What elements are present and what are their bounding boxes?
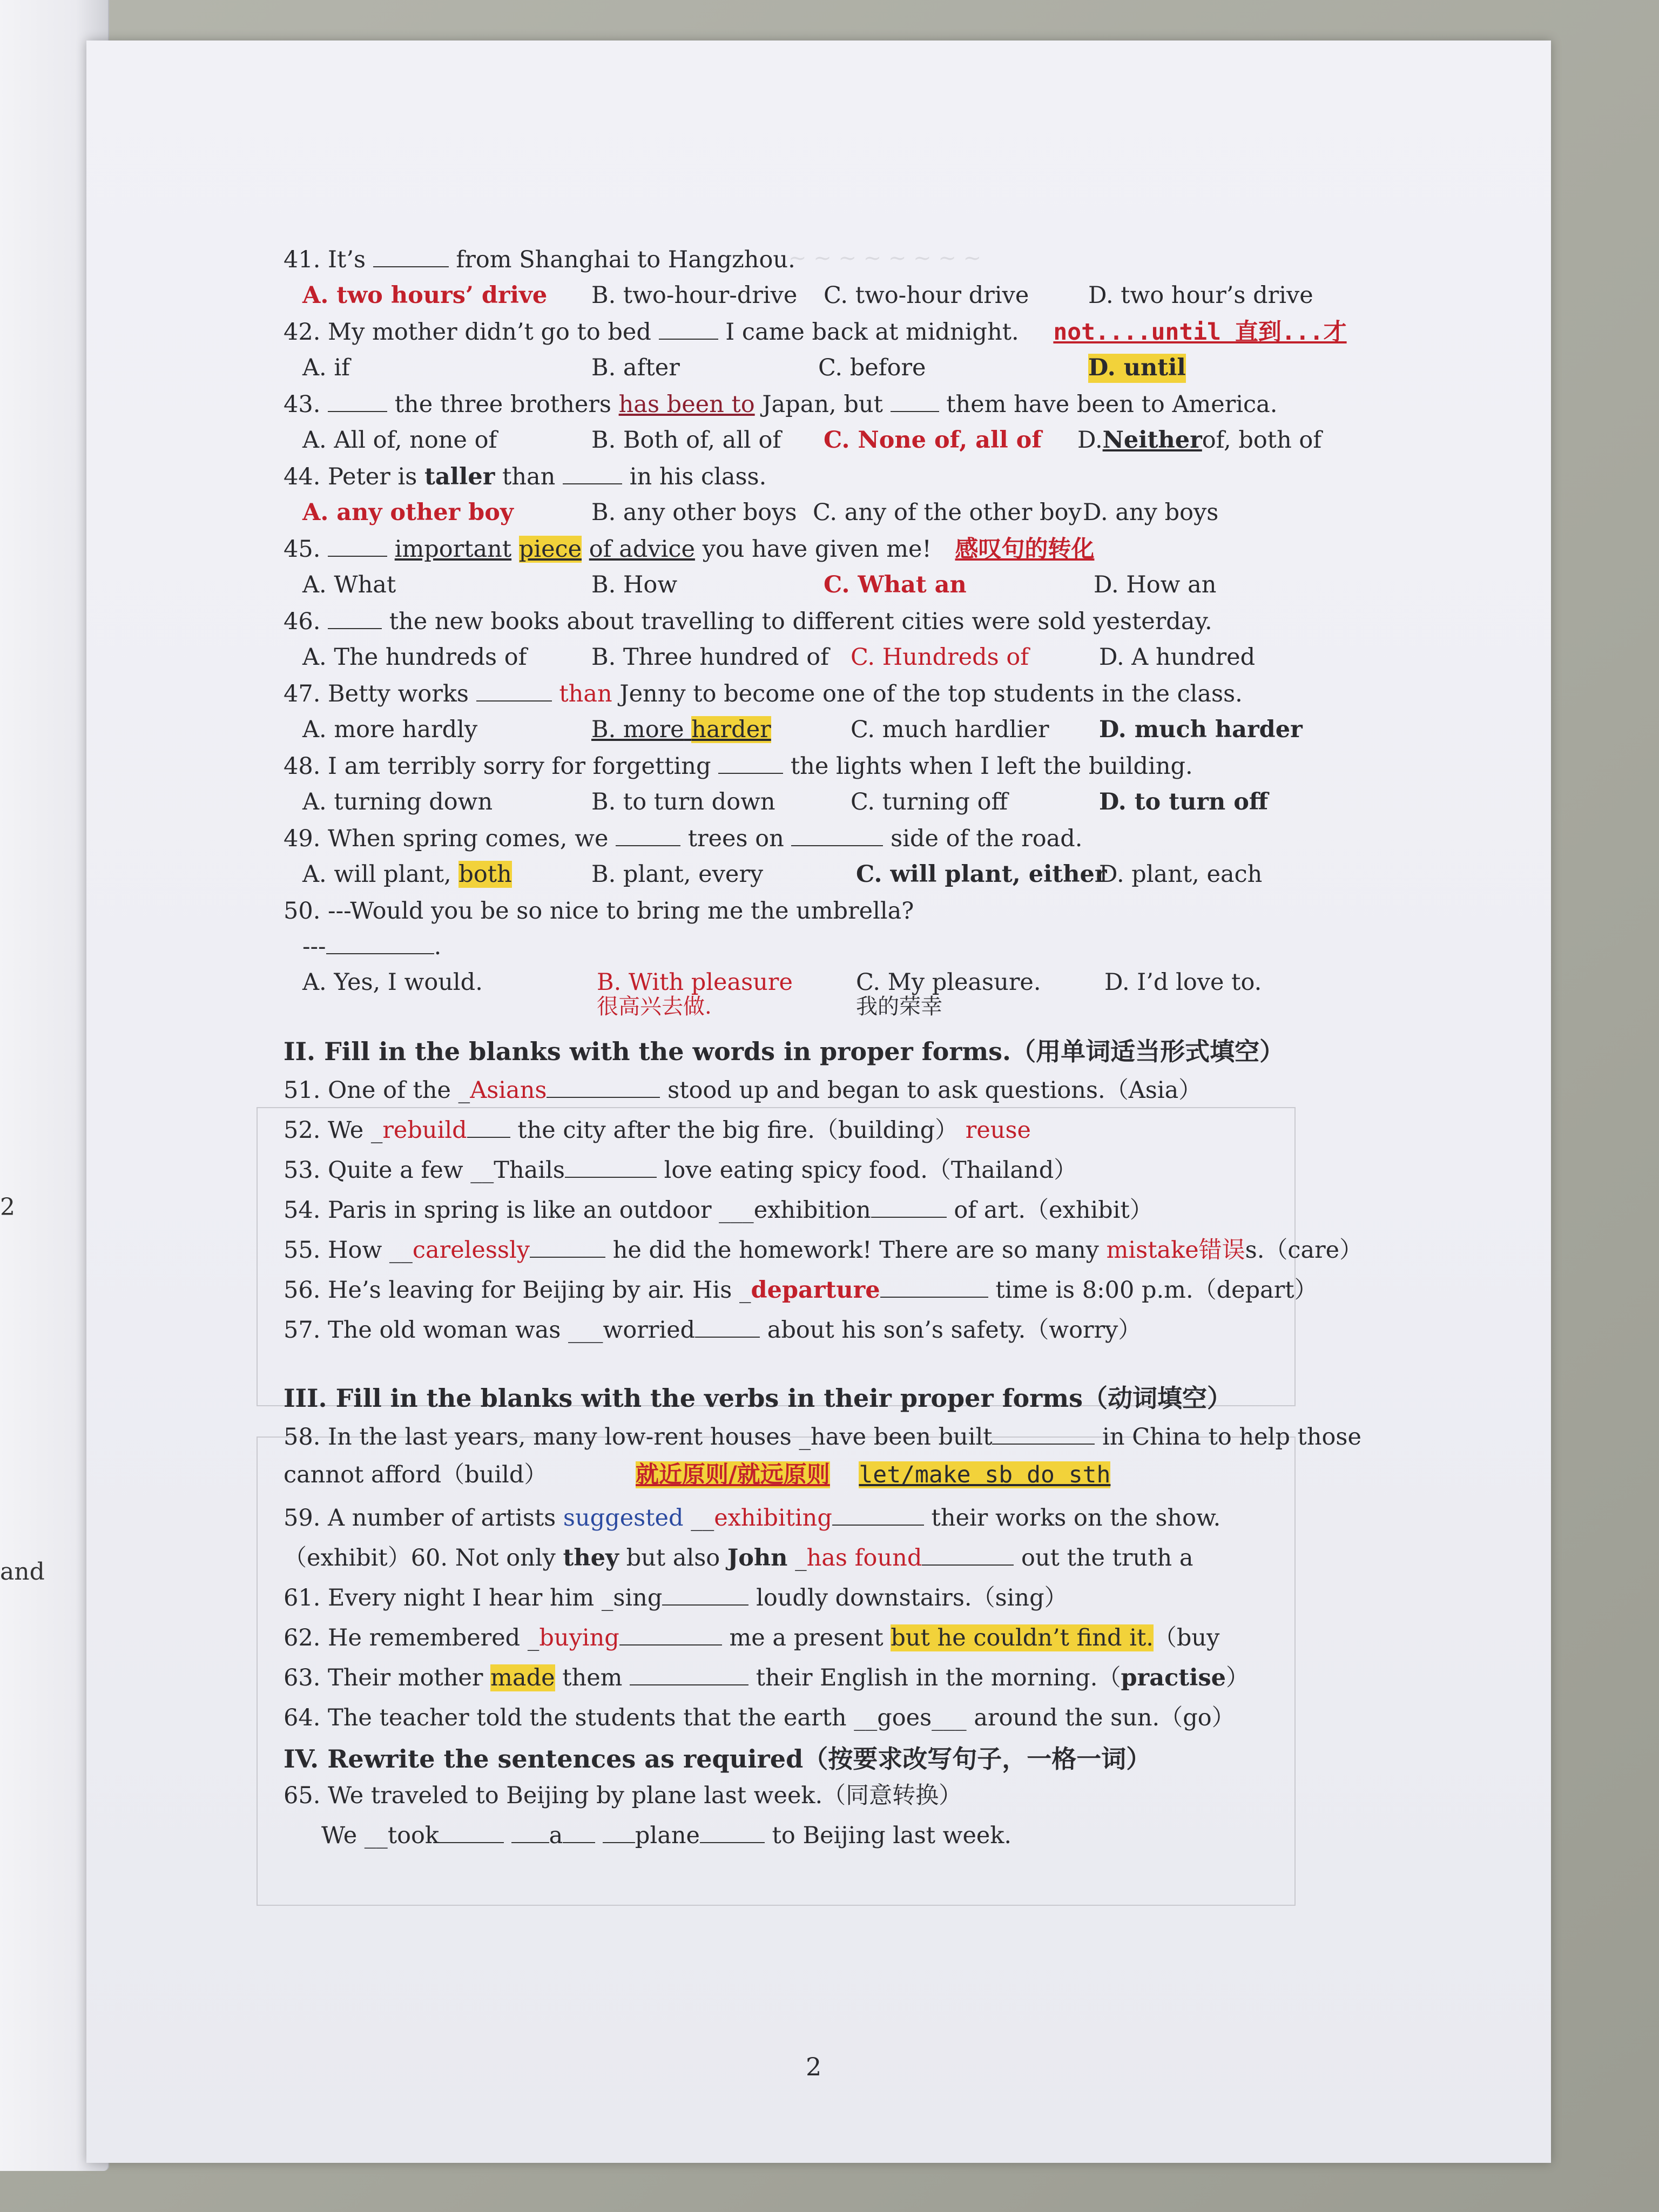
text-span: exhibiting [714, 1505, 832, 1532]
text-span: both [458, 861, 512, 888]
annotation-note: mistake错误 [1106, 1237, 1245, 1264]
question-59: 59. A number of artists suggested __exhibiting their works on the show. [284, 1505, 1221, 1532]
text-span: of advice [589, 536, 695, 563]
question-56 [284, 1276, 1318, 1316]
options-50 [284, 968, 1310, 1033]
text-span: D. [1077, 427, 1103, 454]
text-span: the city after the big fire.（building） [517, 1117, 959, 1144]
option-d: D. any boys [1083, 499, 1219, 526]
text-span: B. more [591, 716, 684, 743]
page-number: 2 [806, 2052, 822, 2081]
option-a: A. Yes, I would. [302, 969, 483, 996]
text-span: 56. He’s leaving for Beijing by air. His _ [284, 1277, 751, 1304]
text-span: in his class. [629, 463, 767, 490]
question-50 [284, 897, 1310, 933]
option-d: D. two hour’s drive [1088, 282, 1313, 309]
option-d: D. until [1088, 354, 1186, 383]
text-span: 44. Peter is [284, 463, 417, 490]
section-3-heading: III. Fill in the blanks with the verbs in their proper forms（动词填空） [284, 1384, 1232, 1413]
text-span: loudly downstairs.（sing） [756, 1584, 1068, 1611]
annotation-note: not....until 直到...才 [1053, 319, 1347, 346]
text-span: 54. Paris in spring is like an outdoor ___ [284, 1197, 754, 1224]
text-span: 50. ---Would you be so nice to bring me the umbrella? [284, 898, 914, 925]
text-span: rebuild [382, 1117, 467, 1144]
text-span: trees on [687, 825, 784, 852]
text-span: them [562, 1664, 623, 1691]
text-span: you have given me! [702, 536, 932, 563]
option-b [591, 716, 771, 745]
text-span: 64. The teacher told the students that the earth __ [284, 1704, 878, 1731]
option-c: C. two-hour drive [824, 282, 1029, 309]
text-span: 53. Quite a few __ [284, 1157, 494, 1184]
annotation-note: reuse [965, 1117, 1031, 1144]
option-c: C. will plant, either [856, 861, 1107, 888]
question-55 [284, 1236, 1363, 1276]
option-c: C. turning off [851, 788, 1008, 815]
text-span: stood up and began to ask questions.（Asia） [667, 1077, 1202, 1104]
text-span: Thails [494, 1157, 565, 1184]
text-span: goes [877, 1704, 932, 1731]
text-span: time is 8:00 p.m.（depart） [995, 1277, 1318, 1304]
options-46 [284, 643, 1310, 680]
text-span: Jenny to become one of the top students in the class. [619, 680, 1243, 707]
text-span: harder [691, 716, 771, 743]
question-51 [284, 1076, 1310, 1116]
question-48 [284, 752, 1310, 788]
text-span: out the truth a [1021, 1545, 1193, 1572]
option-a [302, 860, 512, 889]
text-span: Asians [470, 1077, 547, 1104]
options-49 [284, 860, 1310, 897]
option-c: C. before [818, 354, 926, 381]
text-span: about his son’s safety.（worry） [767, 1317, 1142, 1344]
text-span: 63. Their mother [284, 1664, 483, 1691]
option-a: A. more hardly [302, 716, 478, 743]
text-span: the three brothers [394, 391, 611, 418]
text-span: but also [626, 1545, 720, 1572]
question-65-answer [284, 1822, 1310, 1857]
question-57 [284, 1316, 1310, 1356]
options-45 [284, 571, 1310, 608]
question-42 [284, 318, 1347, 354]
option-b: B. two-hour-drive [591, 282, 798, 309]
question-47 [284, 680, 1310, 716]
option-a: A. What [302, 571, 396, 598]
option-c: C. any of the other boy [813, 499, 1082, 526]
text-span: around the sun.（go） [974, 1704, 1235, 1731]
text-span: suggested [563, 1505, 684, 1532]
text-span: side of the road. [891, 825, 1083, 852]
question-58 [284, 1423, 1361, 1461]
option-c: C. Hundreds of [851, 644, 1029, 671]
option-b: B. any other boys [591, 499, 797, 526]
question-46 [284, 608, 1310, 643]
text-span: 46. [284, 608, 321, 635]
left-page-fragment: 2 [0, 1193, 15, 1221]
text-span: of art.（exhibit） [954, 1197, 1153, 1224]
text-span: of, both of [1202, 427, 1322, 454]
question-58-continued [284, 1461, 1310, 1504]
option-b: B. Three hundred of [591, 644, 830, 671]
text-span: plane [635, 1822, 700, 1849]
text-span: 42. My mother didn’t go to bed [284, 319, 651, 346]
options-47 [284, 716, 1310, 752]
text-span: their English in the morning.（ [756, 1664, 1121, 1691]
options-48 [284, 788, 1310, 825]
text-span: taller [424, 463, 495, 490]
option-d: D. I’d love to. [1104, 969, 1262, 996]
question-63 [284, 1664, 1310, 1704]
text-span: cannot afford（build） [284, 1461, 548, 1488]
text-span: but he couldn’t find it. [891, 1624, 1154, 1651]
text-span: departure [751, 1277, 880, 1304]
question-61 [284, 1584, 1310, 1624]
question-64: 64. The teacher told the students that the earth __goes___ around the sun.（go） [284, 1704, 1235, 1731]
text-span: A. will plant, [302, 861, 451, 888]
option-d: D. How an [1094, 571, 1217, 598]
options-44 [284, 498, 1310, 535]
text-span: 57. The old woman was ___ [284, 1317, 603, 1344]
option-a: A. if [302, 354, 350, 381]
option-b-note: 很高兴去做. [597, 994, 712, 1019]
text-span: than [559, 680, 612, 707]
option-b: B. Both of, all of [591, 427, 781, 454]
text-span: has been to [618, 391, 755, 418]
question-53 [284, 1156, 1310, 1196]
option-d: D. much harder [1099, 716, 1303, 743]
option-c: C. My pleasure. [856, 969, 1041, 996]
text-span: 52. We _ [284, 1117, 383, 1144]
option-b: B. after [591, 354, 680, 381]
question-65 [284, 1782, 1310, 1822]
option-a: A. two hours’ drive [302, 282, 548, 309]
text-span: 55. How __ [284, 1237, 413, 1264]
option-d: D. plant, each [1099, 861, 1263, 888]
text-span: have been built [810, 1424, 993, 1451]
text-span: they [563, 1545, 619, 1572]
text-span: John [727, 1545, 788, 1572]
text-span: sing [613, 1584, 663, 1611]
text-span: 51. One of the _ [284, 1077, 470, 1104]
bleed-through-text: ~ ~ ~ ~ ~ ~ ~ ~ [788, 246, 982, 271]
text-span: ） [1226, 1664, 1250, 1691]
text-span: 62. He remembered _ [284, 1624, 539, 1651]
question-43 [284, 390, 1310, 426]
question-44 [284, 463, 1310, 498]
text-span: We __ [321, 1822, 388, 1849]
text-span: Japan, but [762, 391, 883, 418]
text-span: buying [539, 1624, 619, 1651]
text-span: love eating spicy food.（Thailand） [664, 1157, 1077, 1184]
option-d [1077, 426, 1321, 455]
text-span: the lights when I left the building. [790, 753, 1193, 780]
option-a: A. any other boy [302, 499, 514, 526]
option-d: D. to turn off [1099, 788, 1269, 815]
text-span: 49. When spring comes, we [284, 825, 609, 852]
option-b: B. With pleasure [597, 969, 793, 996]
question-52 [284, 1116, 1310, 1156]
text-span: them have been to America. [946, 391, 1278, 418]
option-d: D. A hundred [1099, 644, 1256, 671]
question-50-reply: --- . [302, 933, 442, 960]
text-span: worried [603, 1317, 696, 1344]
text-span: to Beijing last week. [772, 1822, 1012, 1849]
option-a: A. turning down [302, 788, 493, 815]
annotation-note: 就近原则/就远原则 [636, 1461, 830, 1488]
text-span: 47. Betty works [284, 680, 469, 707]
option-c: C. None of, all of [824, 427, 1042, 454]
option-a: A. The hundreds of [302, 644, 527, 671]
text-span: the new books about travelling to different cities were sold yesterday. [389, 608, 1212, 635]
text-span: （buy [1153, 1624, 1220, 1651]
text-span: I came back at midnight. [725, 319, 1019, 346]
text-span: （exhibit）60. Not only [284, 1545, 556, 1572]
text-span: piece [518, 536, 582, 563]
text-span: 61. Every night I hear him _ [284, 1584, 613, 1611]
text-span: s.（care） [1245, 1237, 1363, 1264]
text-span: carelessly [412, 1237, 530, 1264]
section-2-heading: II. Fill in the blanks with the words in proper forms.（用单词适当形式填空） [284, 1037, 1285, 1066]
option-b: B. How [591, 571, 678, 598]
text-span: took [387, 1822, 439, 1849]
question-60: （exhibit）60. Not only they but also John _has found out the truth a [284, 1545, 1193, 1572]
text-span: in China to help those [1102, 1424, 1361, 1451]
text-span: 45. [284, 536, 321, 563]
text-span: 59. A number of artists [284, 1505, 556, 1532]
text-span: important [394, 536, 512, 563]
option-c: C. What an [824, 571, 967, 598]
annotation-note: let/make sb do sth [859, 1461, 1111, 1488]
options-41 [284, 281, 1313, 318]
option-c-note: 我的荣幸 [856, 994, 942, 1019]
text-span: made [490, 1664, 555, 1691]
option-b: B. plant, every [591, 861, 764, 888]
left-page-fragment: and [0, 1558, 45, 1586]
text-span: practise [1121, 1664, 1226, 1691]
text-span: me a present [729, 1624, 884, 1651]
options-42 [284, 354, 1310, 390]
question-45 [284, 535, 1310, 571]
text-span: than [502, 463, 556, 490]
text-span: 65. We traveled to Beijing by plane last week.（同意转换） [284, 1782, 962, 1809]
text-span: --- [302, 933, 326, 960]
text-span: has found [806, 1545, 922, 1572]
text-span: 58. In the last years, many low-rent houses _ [284, 1424, 811, 1451]
text-span: from Shanghai to Hangzhou. [456, 246, 795, 273]
text-span: their works on the show. [931, 1505, 1221, 1532]
options-43 [284, 426, 1322, 463]
question-54 [284, 1196, 1310, 1236]
questions-content [284, 246, 1363, 1857]
text-span: a [549, 1822, 563, 1849]
text-span: 48. I am terribly sorry for forgetting [284, 753, 711, 780]
question-41 [284, 246, 1310, 281]
option-a: A. All of, none of [302, 427, 497, 454]
text-span: Neither [1102, 427, 1202, 454]
question-49 [284, 825, 1310, 860]
option-c: C. much hardlier [851, 716, 1049, 743]
section-4-heading: IV. Rewrite the sentences as required（按要求改写句子，一格一词） [284, 1744, 1151, 1773]
text-span: exhibition [753, 1197, 871, 1224]
text-span: 43. [284, 391, 321, 418]
annotation-note: 感叹句的转化 [955, 536, 1095, 563]
text-span: 41. It’s [284, 246, 366, 273]
question-62 [284, 1624, 1310, 1664]
option-b: B. to turn down [591, 788, 775, 815]
text-span: he did the homework! There are so many [612, 1237, 1099, 1264]
